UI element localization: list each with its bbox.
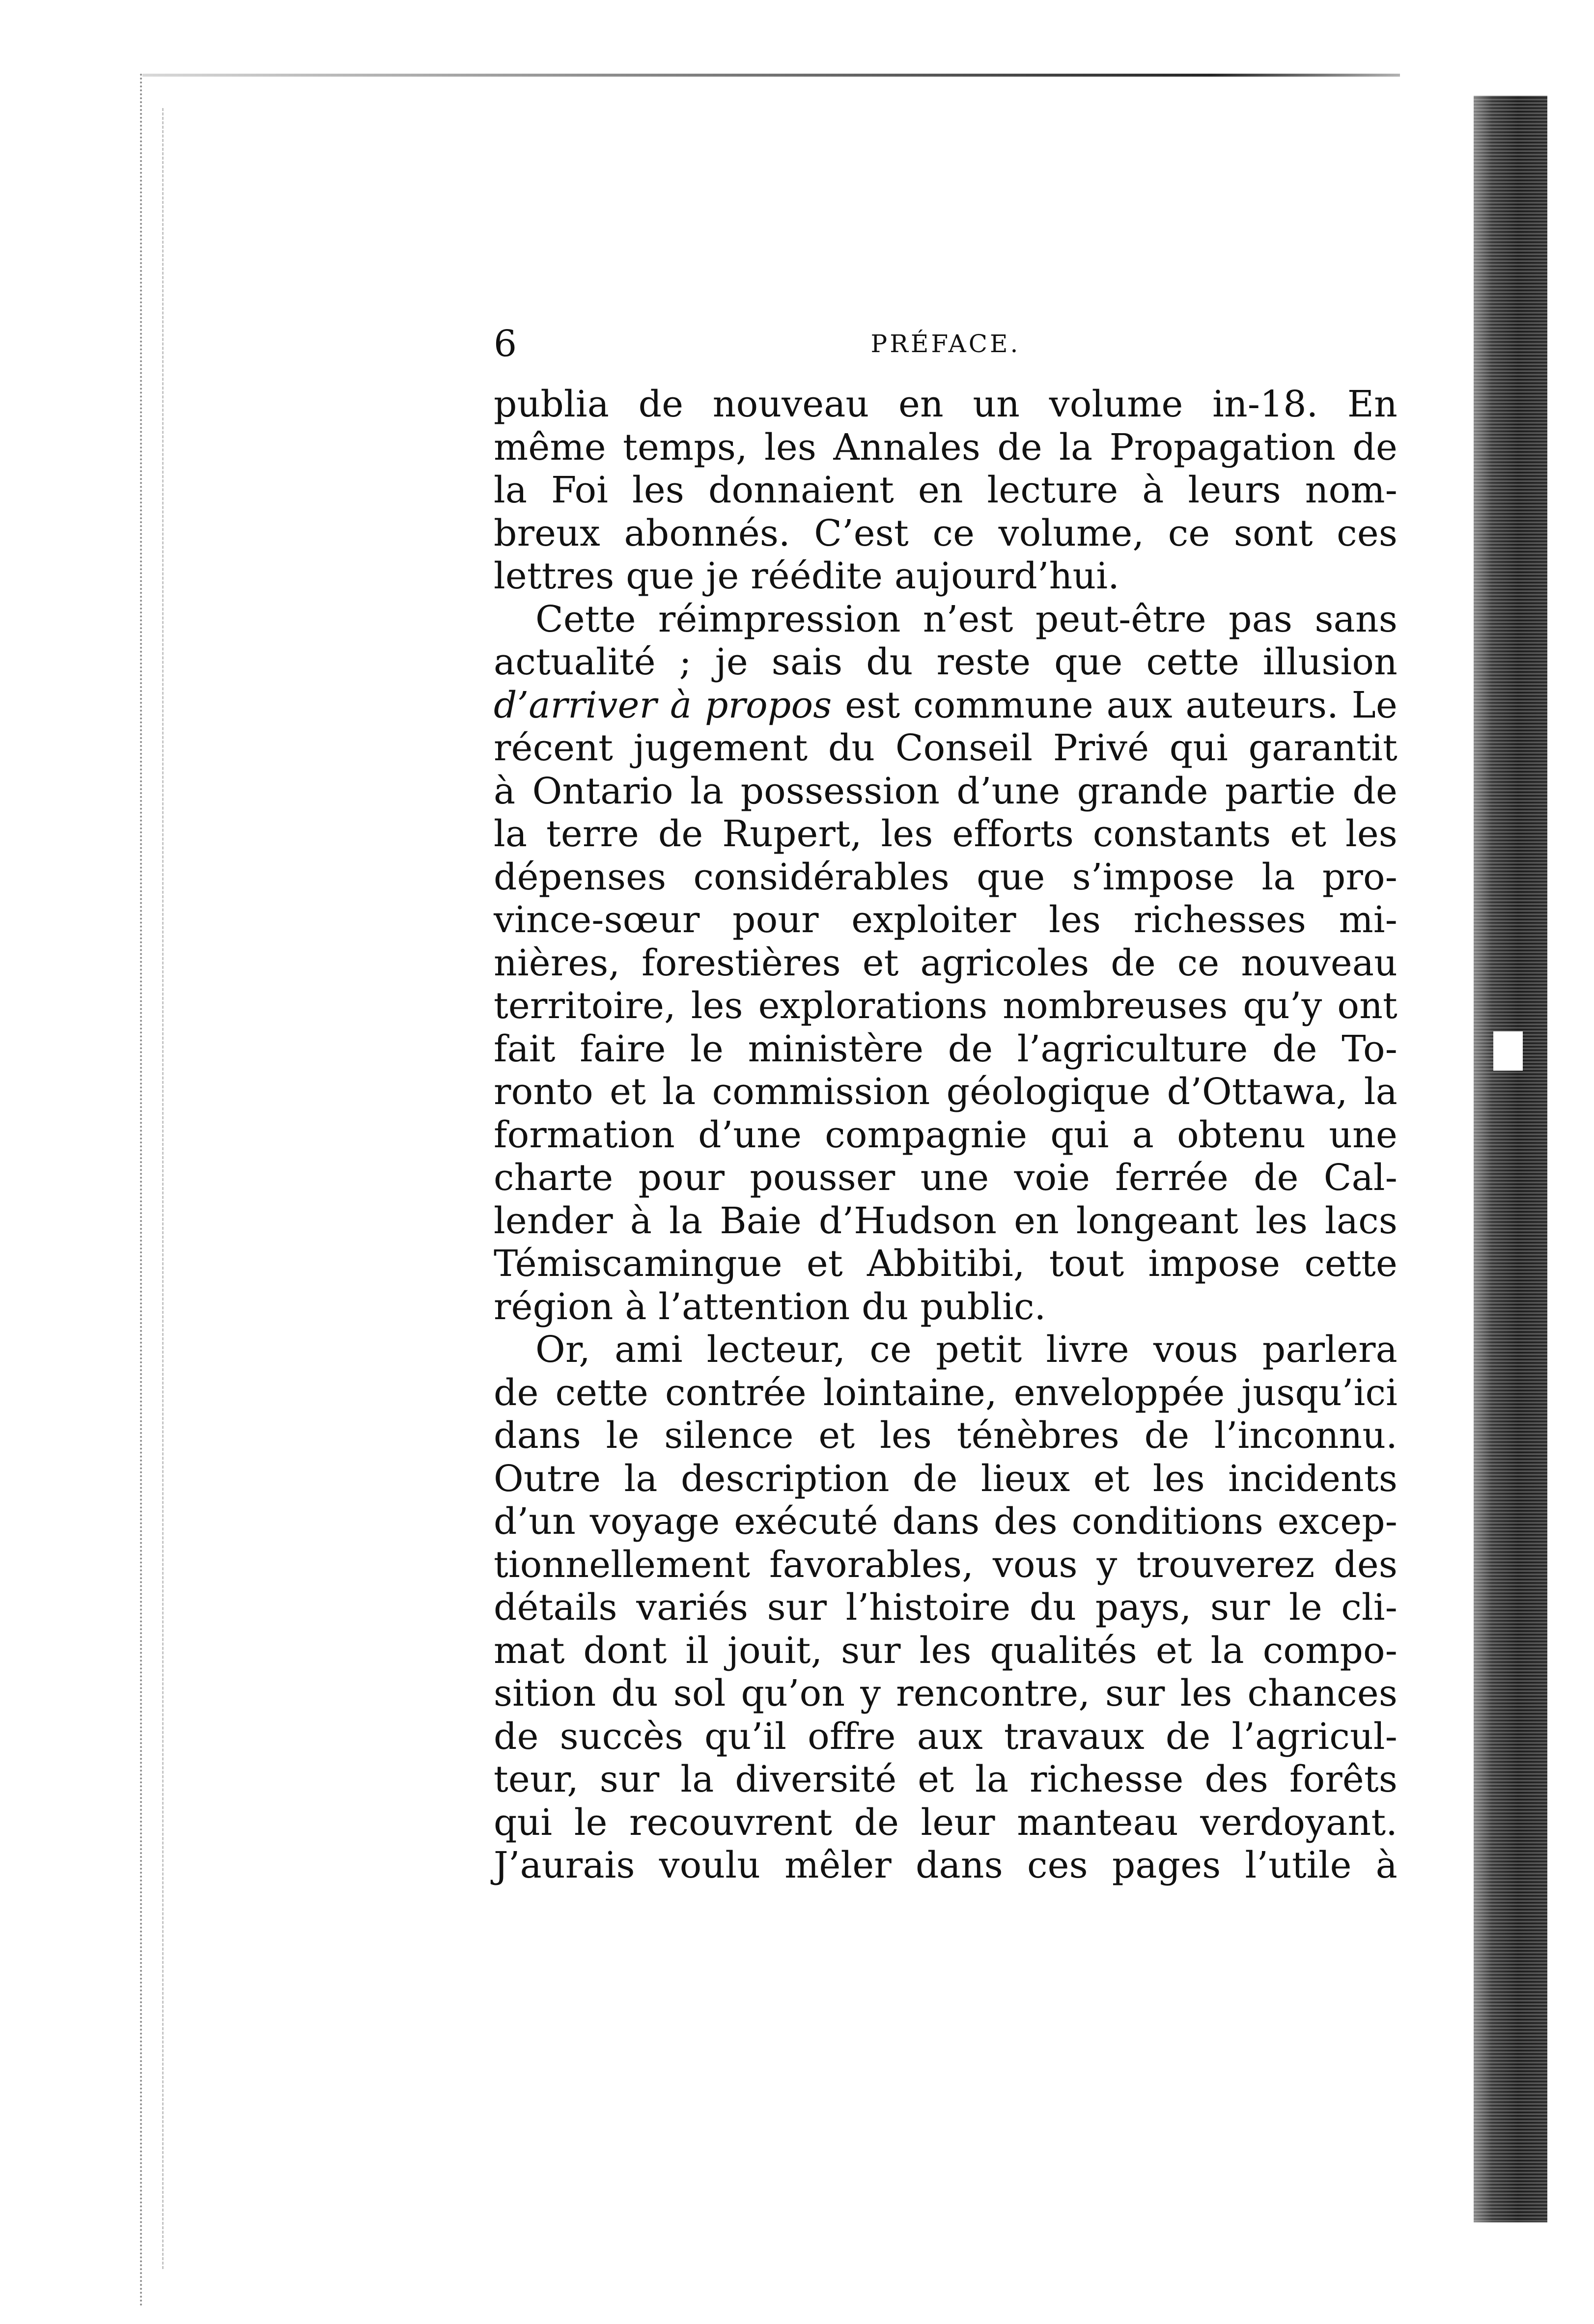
text-line: mat dont il jouit, sur les qualités et la compo-	[494, 1629, 1398, 1672]
text-line: Or, ami lecteur, ce petit livre vous parlera	[535, 1328, 1398, 1371]
paragraph	[494, 598, 1398, 1329]
text-line-mixed	[494, 684, 1398, 727]
text-line: formation d’une compagnie qui a obtenu une	[494, 1113, 1398, 1156]
text-line: J’aurais voulu mêler dans ces pages l’utile à	[494, 1844, 1398, 1886]
text-line: région à l’attention du public.	[494, 1285, 1046, 1328]
text-line: breux abonnés. C’est ce volume, ce sont ces	[494, 512, 1398, 554]
text-line: territoire, les explorations nombreuses qu’y ont	[494, 985, 1398, 1027]
body-text	[494, 383, 1398, 1887]
text-line: nières, forestières et agricoles de ce nouveau	[494, 941, 1398, 984]
text-line: tionnellement favorables, vous y trouverez des	[494, 1543, 1398, 1586]
paragraph	[494, 1328, 1398, 1887]
scan-left-edge-inner	[162, 108, 167, 2269]
text-line: Outre la description de lieux et les incidents	[494, 1457, 1398, 1500]
text-line: lettres que je réédite aujourd’hui.	[494, 555, 1119, 597]
text-line: dépenses considérables que s’impose la pro-	[494, 856, 1398, 898]
text-line: de cette contrée lointaine, enveloppée jusqu’ici	[494, 1371, 1398, 1414]
text-line: fait faire le ministère de l’agriculture de To-	[494, 1027, 1398, 1070]
running-head: PRÉFACE.	[870, 330, 1021, 358]
paragraph	[494, 383, 1398, 598]
text-line: récent jugement du Conseil Privé qui garantit	[494, 727, 1398, 769]
text-line: teur, sur la diversité et la richesse des forêts	[494, 1758, 1398, 1800]
book-page	[494, 319, 1398, 1887]
page-header	[494, 319, 1398, 373]
text-line: vince-sœur pour exploiter les richesses mi-	[494, 899, 1398, 941]
scan-left-edge	[140, 74, 149, 2308]
text-line: Cette réimpression n’est peut-être pas sans	[535, 598, 1398, 640]
text-line: sition du sol qu’on y rencontre, sur les chances	[494, 1672, 1398, 1715]
text-line: de succès qu’il offre aux travaux de l’agricul-	[494, 1715, 1398, 1758]
text-line: lender à la Baie d’Hudson en longeant les lacs	[494, 1199, 1398, 1242]
text-line: même temps, les Annales de la Propagation de	[494, 426, 1398, 469]
text-line: ronto et la commission géologique d’Ottawa, la	[494, 1071, 1398, 1113]
page-number: 6	[494, 323, 517, 365]
scan-right-binding-shadow	[1474, 96, 1547, 2222]
text-line: publia de nouveau en un volume in-18. En	[494, 383, 1398, 425]
text-line: la Foi les donnaient en lecture à leurs nom-	[494, 469, 1398, 511]
scan-right-shadow-notch	[1493, 1031, 1523, 1071]
text-fragment: est commune aux auteurs. Le	[845, 684, 1398, 726]
italic-phrase: d’arriver à propos	[494, 684, 832, 726]
text-line: charte pour pousser une voie ferrée de Cal-	[494, 1157, 1398, 1199]
text-line: à Ontario la possession d’une grande partie de	[494, 770, 1398, 812]
text-line: détails variés sur l’histoire du pays, sur le cli-	[494, 1586, 1398, 1629]
scan-top-rule	[142, 74, 1400, 77]
text-line: d’un voyage exécuté dans des conditions excep-	[494, 1500, 1398, 1543]
text-line: la terre de Rupert, les efforts constants et les	[494, 813, 1398, 855]
text-line: Témiscamingue et Abbitibi, tout impose cette	[494, 1243, 1398, 1285]
text-line: qui le recouvrent de leur manteau verdoyant.	[494, 1801, 1398, 1844]
text-line: dans le silence et les ténèbres de l’inconnu.	[494, 1414, 1398, 1457]
text-line: actualité ; je sais du reste que cette illusion	[494, 641, 1398, 683]
